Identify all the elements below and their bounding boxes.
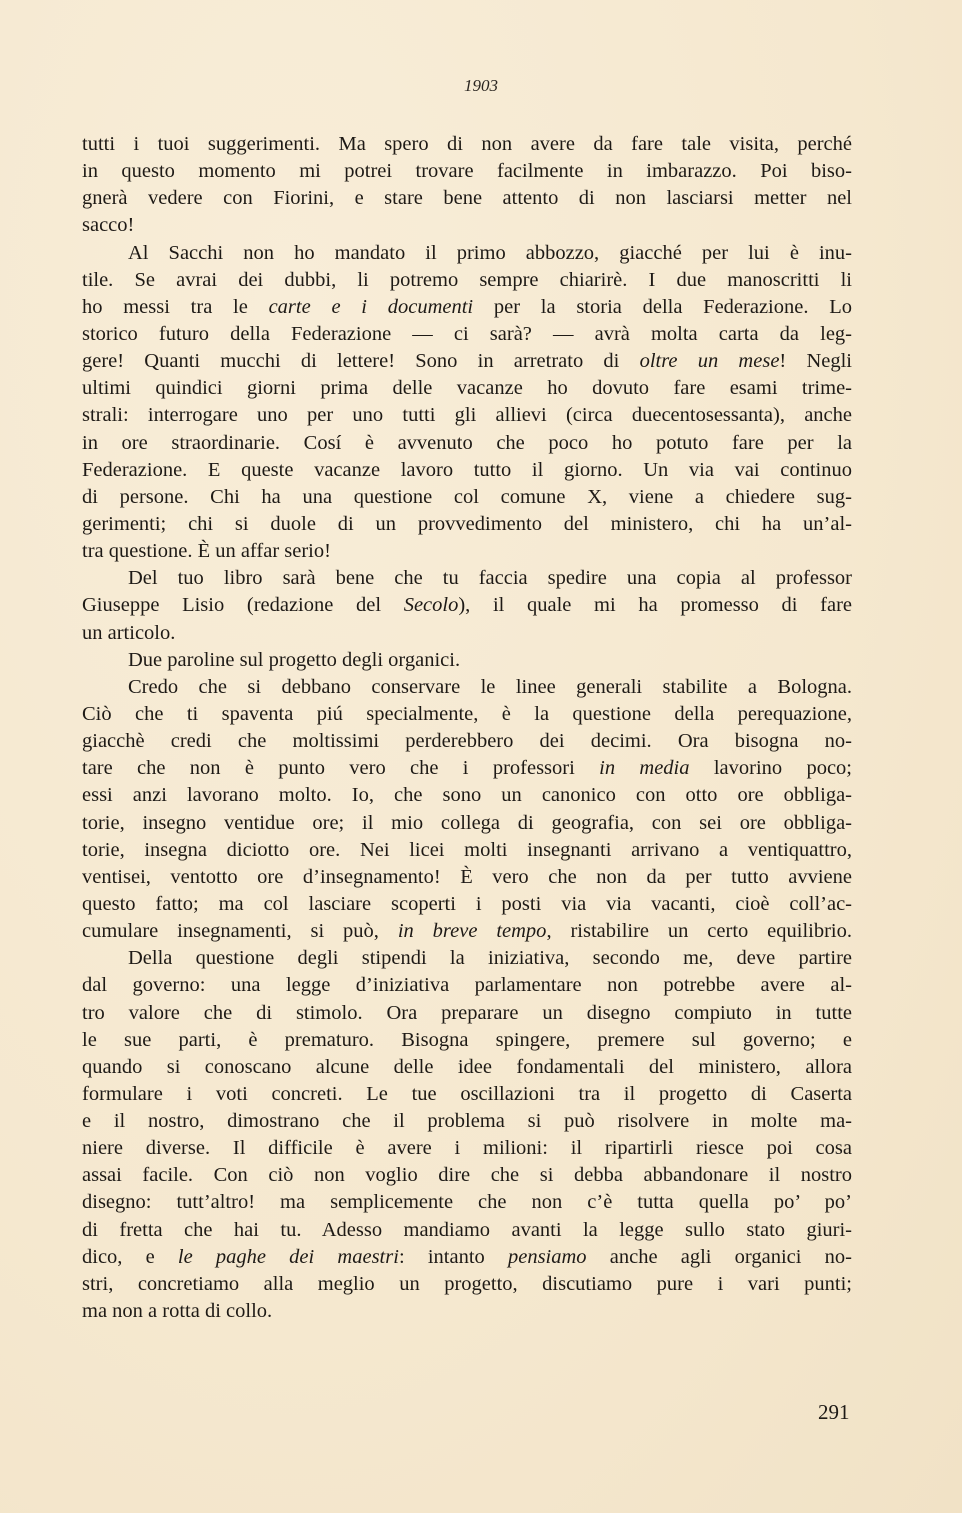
text-line [82, 1108, 852, 1135]
text-segment: Due paroline sul progetto degli organici. [128, 648, 461, 671]
text-line [82, 728, 852, 755]
text-line [82, 294, 852, 321]
text-line [82, 212, 852, 239]
text-segment: di persone. Chi ha una questione col comune X, viene a chiedere sug- [82, 485, 852, 508]
text-segment: storico futuro della Federazione — ci sarà? — avrà molta carta da leg- [82, 322, 852, 345]
italic-text: oltre un mese [639, 350, 780, 373]
text-line [82, 430, 852, 457]
text-segment: tare che non è punto vero che i professori [82, 757, 600, 780]
italic-text: in media [599, 757, 690, 780]
text-segment: tro valore che di stimolo. Ora preparare un disegno compiuto in tutte [82, 1001, 852, 1024]
text-line [82, 972, 852, 999]
text-segment: lavorino poco; [689, 757, 852, 780]
text-line [82, 755, 852, 782]
text-line [82, 1135, 852, 1162]
text-segment: ultimi quindici giorni prima delle vacanze ho dovuto fare esami trime- [82, 377, 852, 400]
text-segment: strali: interrogare uno per uno tutti gli allievi (circa duecentosessanta), anche [82, 404, 852, 427]
text-line [82, 1000, 852, 1027]
italic-text: Secolo [403, 594, 459, 617]
italic-text: in breve tempo [397, 920, 547, 943]
text-segment: , ristabilire un certo equilibrio. [546, 920, 853, 943]
text-line [82, 185, 852, 212]
text-segment: stri, concretiamo alla meglio un progetto, discutiamo pure i vari punti; [82, 1272, 852, 1295]
text-segment: formulare i voti concreti. Le tue oscillazioni tra il progetto di Caserta [82, 1082, 852, 1105]
text-line [82, 620, 852, 647]
italic-text: pensiamo [507, 1245, 587, 1268]
text-line [82, 782, 852, 809]
text-segment: Della questione degli stipendi la iniziativa, secondo me, deve partire [128, 947, 852, 970]
text-segment: gerimenti; chi si duole di un provvedimento del ministero, chi ha un’al- [82, 512, 852, 535]
text-line [82, 348, 852, 375]
text-segment: essi anzi lavorano molto. Io, che sono un canonico con otto ore obbliga- [82, 784, 852, 807]
text-segment: questo fatto; ma col lasciare scoperti i posti via via vacanti, cioè coll’ac- [82, 892, 852, 915]
text-segment: dal governo: una legge d’iniziativa parlamentare non potrebbe avere al- [82, 974, 852, 997]
text-segment: Credo che si debbano conservare le linee generali stabilite a Bologna. [128, 675, 852, 698]
text-segment: le sue parti, è prematuro. Bisogna spingere, premere sul governo; e [82, 1028, 852, 1051]
text-line [82, 1217, 852, 1244]
text-segment: ), il quale mi ha promesso di fare [458, 594, 852, 617]
text-line [82, 321, 852, 348]
text-line [82, 565, 852, 592]
text-segment: dico, e [82, 1245, 178, 1268]
text-segment: niere diverse. Il difficile è avere i milioni: il ripartirli riesce poi cosa [82, 1137, 852, 1160]
italic-text: le paghe dei maestri [177, 1245, 399, 1268]
text-line [82, 1162, 852, 1189]
body-text [82, 131, 852, 1325]
text-line [82, 1244, 852, 1271]
text-segment: un articolo. [82, 621, 176, 644]
text-line [82, 158, 852, 185]
text-line [82, 592, 852, 619]
text-line [82, 674, 852, 701]
text-line [82, 375, 852, 402]
text-segment: quando si conoscano alcune delle idee fondamentali del ministero, allora [82, 1055, 852, 1078]
text-line [82, 131, 852, 158]
text-line [82, 1081, 852, 1108]
text-segment: Giuseppe Lisio (redazione del [82, 594, 404, 617]
running-head: 1903 [464, 76, 498, 95]
text-segment: ho messi tra le [82, 295, 269, 318]
text-segment: per la storia della Federazione. Lo [473, 295, 852, 318]
text-line [82, 1027, 852, 1054]
text-segment: giacchè credi che moltissimi perderebbero dei decimi. Ora bisogna no- [82, 730, 852, 753]
text-segment: Al Sacchi non ho mandato il primo abbozzo, giacché per lui è inu- [128, 241, 852, 264]
text-segment: ! Negli [779, 350, 853, 373]
text-segment: sacco! [82, 214, 135, 237]
text-line [82, 457, 852, 484]
text-segment: Ciò che ti spaventa piú specialmente, è la questione della perequazione, [82, 702, 852, 725]
text-line [82, 267, 852, 294]
page-number: 291 [818, 1400, 850, 1424]
text-segment: disegno: tutt’altro! ma semplicemente che non c’è tutta quella po’ po’ [82, 1191, 852, 1214]
text-line [82, 538, 852, 565]
text-segment: gere! Quanti mucchi di lettere! Sono in arretrato di [82, 350, 640, 373]
text-segment: in ore straordinarie. Cosí è avvenuto che poco ho potuto fare per la [82, 431, 852, 454]
text-line [82, 918, 852, 945]
text-line [82, 945, 852, 972]
text-line [82, 864, 852, 891]
text-segment: gnerà vedere con Fiorini, e stare bene attento di non lasciarsi metter nel [82, 187, 852, 210]
text-segment: assai facile. Con ciò non voglio dire che si debba abbandonare il nostro [82, 1164, 852, 1187]
text-line [82, 1054, 852, 1081]
text-line [82, 1298, 852, 1325]
text-line [82, 891, 852, 918]
text-segment: di fretta che hai tu. Adesso mandiamo avanti la legge sullo stato giuri- [82, 1218, 852, 1241]
text-segment: tra questione. È un affar serio! [82, 540, 331, 563]
text-line [82, 1189, 852, 1216]
text-segment: torie, insegno ventidue ore; il mio collega di geografia, con sei ore obbliga- [82, 811, 852, 834]
text-line [82, 484, 852, 511]
italic-text: carte e i documenti [268, 295, 474, 318]
text-segment: ventisei, ventotto ore d’insegnamento! È vero che non da per tutto avviene [82, 865, 852, 888]
text-segment: Del tuo libro sarà bene che tu faccia spedire una copia al professor [128, 567, 852, 590]
text-segment: e il nostro, dimostrano che il problema si può risolvere in molte ma- [82, 1110, 852, 1133]
text-segment: Federazione. E queste vacanze lavoro tutto il giorno. Un via vai continuo [82, 458, 852, 481]
text-line [82, 1271, 852, 1298]
text-segment: cumulare insegnamenti, si può, [82, 920, 398, 943]
text-line [82, 511, 852, 538]
text-line [82, 647, 852, 674]
text-segment: : intanto [398, 1245, 508, 1268]
text-line [82, 837, 852, 864]
text-segment: ma non a rotta di collo. [82, 1300, 273, 1323]
text-line [82, 701, 852, 728]
text-line [82, 810, 852, 837]
text-line [82, 402, 852, 429]
text-segment: in questo momento mi potrei trovare facilmente in imbarazzo. Poi biso- [82, 160, 852, 183]
text-segment: tutti i tuoi suggerimenti. Ma spero di non avere da fare tale visita, perché [82, 133, 852, 155]
text-segment: tile. Se avrai dei dubbi, li potremo sempre chiarirè. I due manoscritti li [82, 268, 852, 291]
text-segment: anche agli organici no- [586, 1245, 852, 1268]
text-line [82, 240, 852, 267]
text-segment: torie, insegna diciotto ore. Nei licei molti insegnanti arrivano a ventiquattro, [82, 838, 852, 861]
